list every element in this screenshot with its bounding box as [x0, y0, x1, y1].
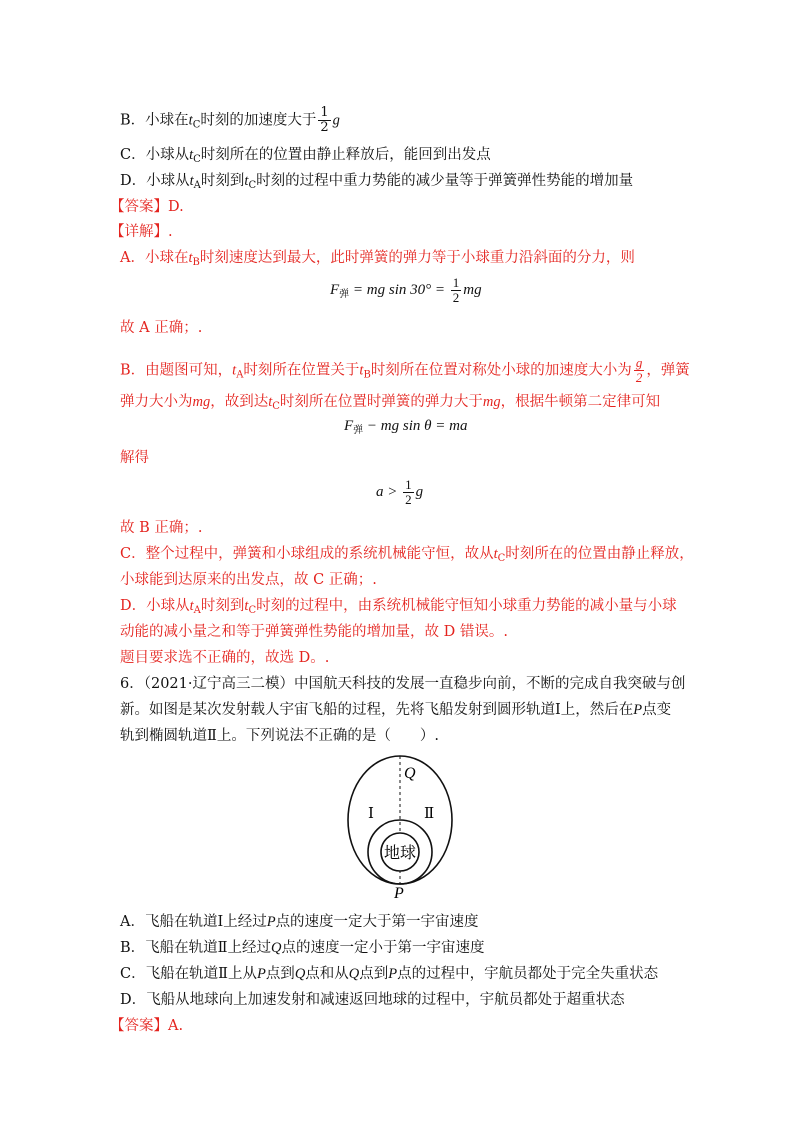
- label-q: Q: [404, 765, 416, 782]
- conclusion-b: 故 B 正确；.: [120, 520, 203, 536]
- question-6-option-a: A．飞船在轨道Ⅰ上经过P点的速度一定大于第一宇宙速度: [120, 914, 479, 930]
- explanation-c-line1: C．整个过程中，弹簧和小球组成的系统机械能守恒，故从$t_C$时刻所在的位置由静止释放，: [120, 546, 694, 564]
- question-6-line1: 6．（2021·辽宁高三二模）中国航天科技的发展一直稳步向前，不断的完成自我突破与创: [120, 676, 686, 692]
- label-orbit-ii: Ⅱ: [424, 806, 435, 822]
- conclusion-a: 故 A 正确；.: [120, 320, 203, 336]
- label-orbit-i: Ⅰ: [368, 806, 374, 822]
- explanation-d-line1: D．小球从$t_A$时刻到$t_C$时刻的过程中，由系统机械能守恒知小球重力势能的减小量与小球: [120, 598, 677, 616]
- question-6-option-d: D．飞船从地球向上加速发射和减速返回地球的过程中，宇航员都处于超重状态: [120, 992, 625, 1008]
- question-6-option-b: B．飞船在轨道Ⅱ上经过Q点的速度一定小于第一宇宙速度: [120, 940, 485, 956]
- question-6-line3: 轨到椭圆轨道Ⅱ上。下列说法不正确的是（ ）.: [120, 728, 439, 744]
- label-p: P: [394, 885, 404, 902]
- formula-newton-second-law: $F_弹$ − mg sin θ = ma: [344, 418, 468, 436]
- explanation-b-line2: 弹力大小为mg，故到达$t_C$时刻所在位置时弹簧的弹力大于mg，根据牛顿第二定律可知: [120, 394, 661, 412]
- option-b-prev: B．小球在$t_C$时刻的加速度大于 $\frac{1}{2}$ g: [120, 105, 340, 135]
- question-6-option-c: C．飞船在轨道Ⅱ上从P点到Q点和从Q点到P点的过程中，宇航员都处于完全失重状态: [120, 966, 659, 982]
- label-earth: 地球: [383, 845, 417, 862]
- explanation-b-line1: B．由题图可知，$t_A$时刻所在位置关于$t_B$时刻所在位置对称处小球的加速度大小为 $\frac{g}{2}$ ，弹簧: [120, 355, 690, 385]
- explanation-a: A．小球在$t_B$时刻速度达到最大，此时弹簧的弹力等于小球重力沿斜面的分力，则: [120, 250, 635, 268]
- fraction-one-half: $\frac{1}{2}$: [320, 105, 329, 135]
- orbit-diagram: [336, 752, 466, 902]
- explanation-header: 【详解】.: [110, 224, 173, 240]
- option-d-prev: D．小球从$t_A$时刻到$t_C$时刻的过程中重力势能的减少量等于弹簧弹性势能的增加量: [120, 173, 634, 191]
- option-c-prev: C．小球从$t_C$时刻所在的位置由静止释放后，能回到出发点: [120, 147, 491, 165]
- formula-spring-force: $F_弹$ = mg sin 30° = $\frac{1}{2}$ mg: [330, 275, 482, 305]
- final-choice: 题目要求选不正确的，故选 D。.: [120, 650, 330, 666]
- explanation-c-line2: 小球能到达原来的出发点，故 C 正确；.: [120, 572, 377, 588]
- question-6-line2: 新。如图是某次发射载人宇宙飞船的过程，先将飞船发射到圆形轨道Ⅰ上，然后在P点变: [120, 702, 672, 718]
- explanation-d-line2: 动能的减小量之和等于弹簧弹性势能的增加量，故 D 错误。.: [120, 624, 508, 640]
- answer-prev: 【答案】D.: [110, 199, 184, 215]
- question-6-answer: 【答案】A.: [110, 1018, 184, 1034]
- solve-label: 解得: [120, 450, 149, 466]
- formula-acceleration: a > $\frac{1}{2}$ g: [376, 477, 424, 507]
